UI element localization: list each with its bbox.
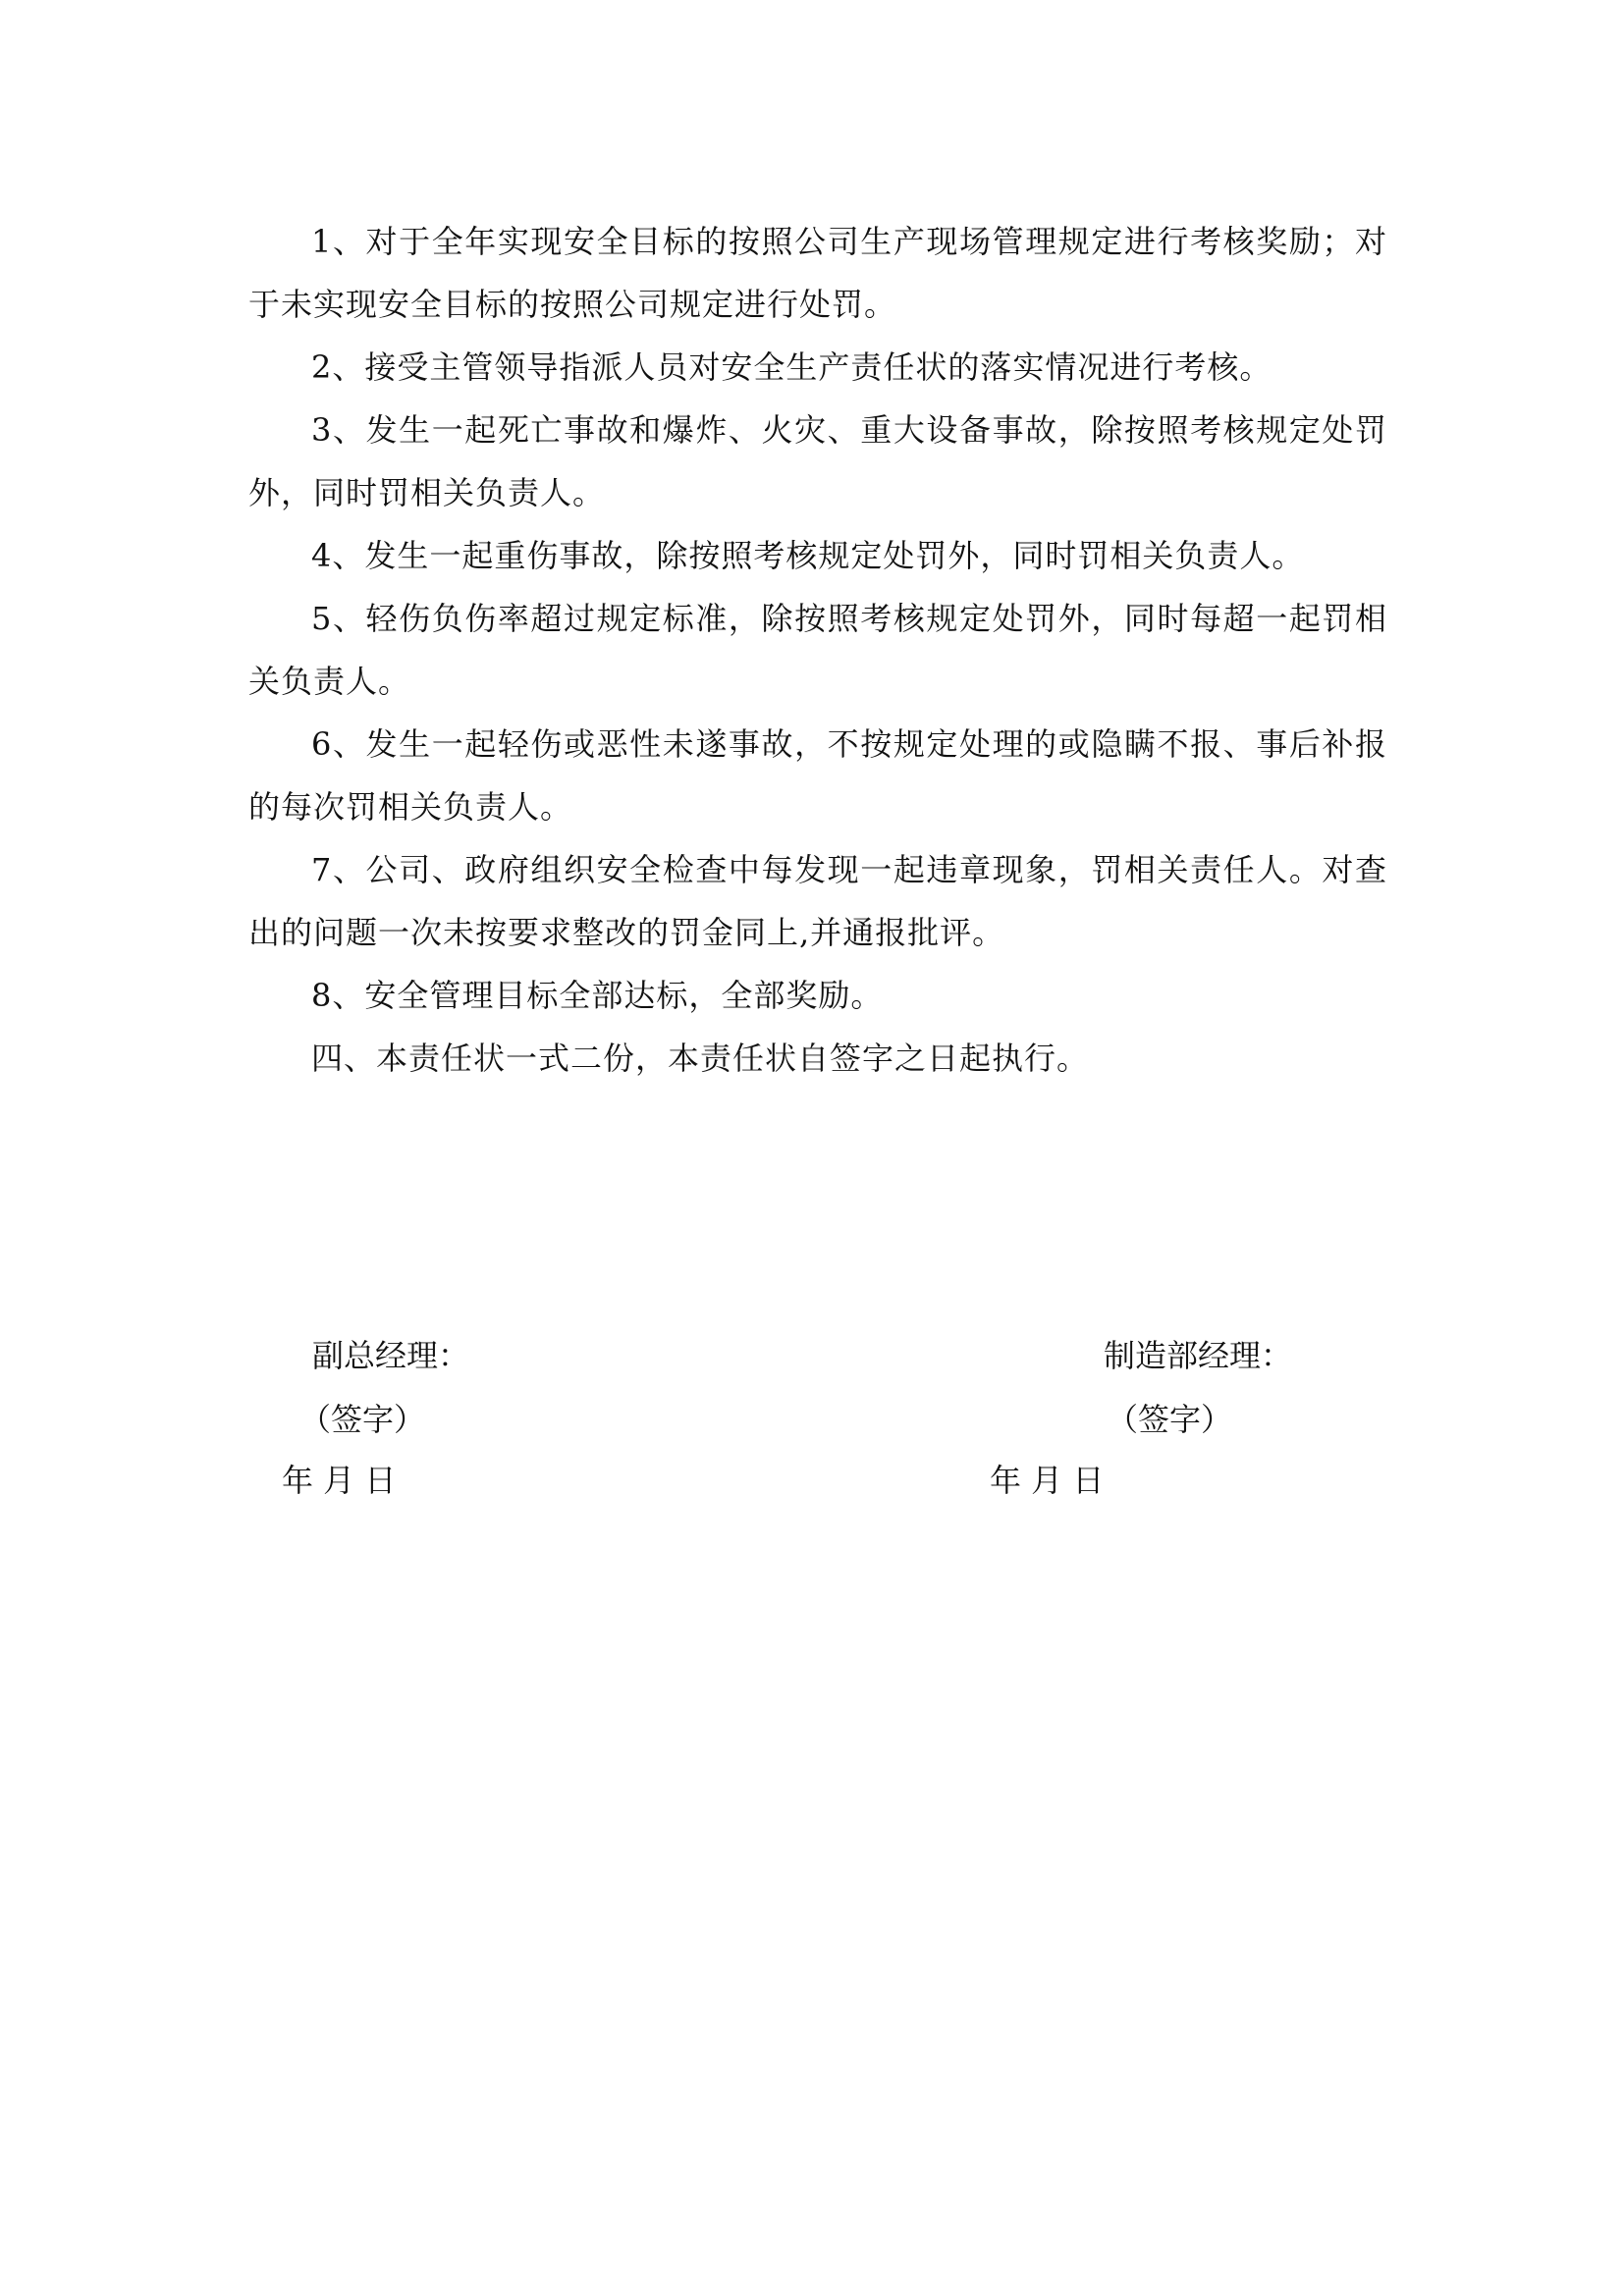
clause-6: 6、发生一起轻伤或恶性未遂事故，不按规定处理的或隐瞒不报、事后补报的每次罚相关负责人。 bbox=[248, 725, 1387, 826]
document-body bbox=[248, 210, 1387, 1090]
clause-3: 3、发生一起死亡事故和爆炸、火灾、重大设备事故，除按照考核规定处罚外，同时罚相关负责人。 bbox=[248, 411, 1387, 511]
clause-7: 7、公司、政府组织安全检查中每发现一起违章现象，罚相关责任人。对查出的问题一次未按要求整改的罚金同上,并通报批评。 bbox=[248, 851, 1387, 951]
clause-5: 5、轻伤负伤率超过规定标准，除按照考核规定处罚外，同时每超一起罚相关负责人。 bbox=[248, 600, 1387, 700]
signature-label-left: （签字） bbox=[299, 1401, 426, 1438]
clause-1: 1、对于全年实现安全目标的按照公司生产现场管理规定进行考核奖励；对于未实现安全目标的按照公司规定进行处罚。 bbox=[248, 223, 1387, 323]
clause-4: 4、发生一起重伤事故，除按照考核规定处罚外，同时罚相关负责人。 bbox=[311, 537, 1305, 574]
clause-8: 8、安全管理目标全部达标，全部奖励。 bbox=[311, 977, 884, 1014]
clause-2: 2、接受主管领导指派人员对安全生产责任状的落实情况进行考核。 bbox=[311, 348, 1272, 386]
date-line-right: 年 月 日 bbox=[990, 1462, 1105, 1499]
signer-title-left: 副总经理： bbox=[312, 1337, 470, 1374]
signer-title-right: 制造部经理： bbox=[1104, 1337, 1293, 1374]
signature-label-right: （签字） bbox=[1107, 1401, 1233, 1438]
clause-four-execution: 四、本责任状一式二份，本责任状自签字之日起执行。 bbox=[311, 1040, 1090, 1077]
date-line-left: 年 月 日 bbox=[282, 1462, 397, 1499]
